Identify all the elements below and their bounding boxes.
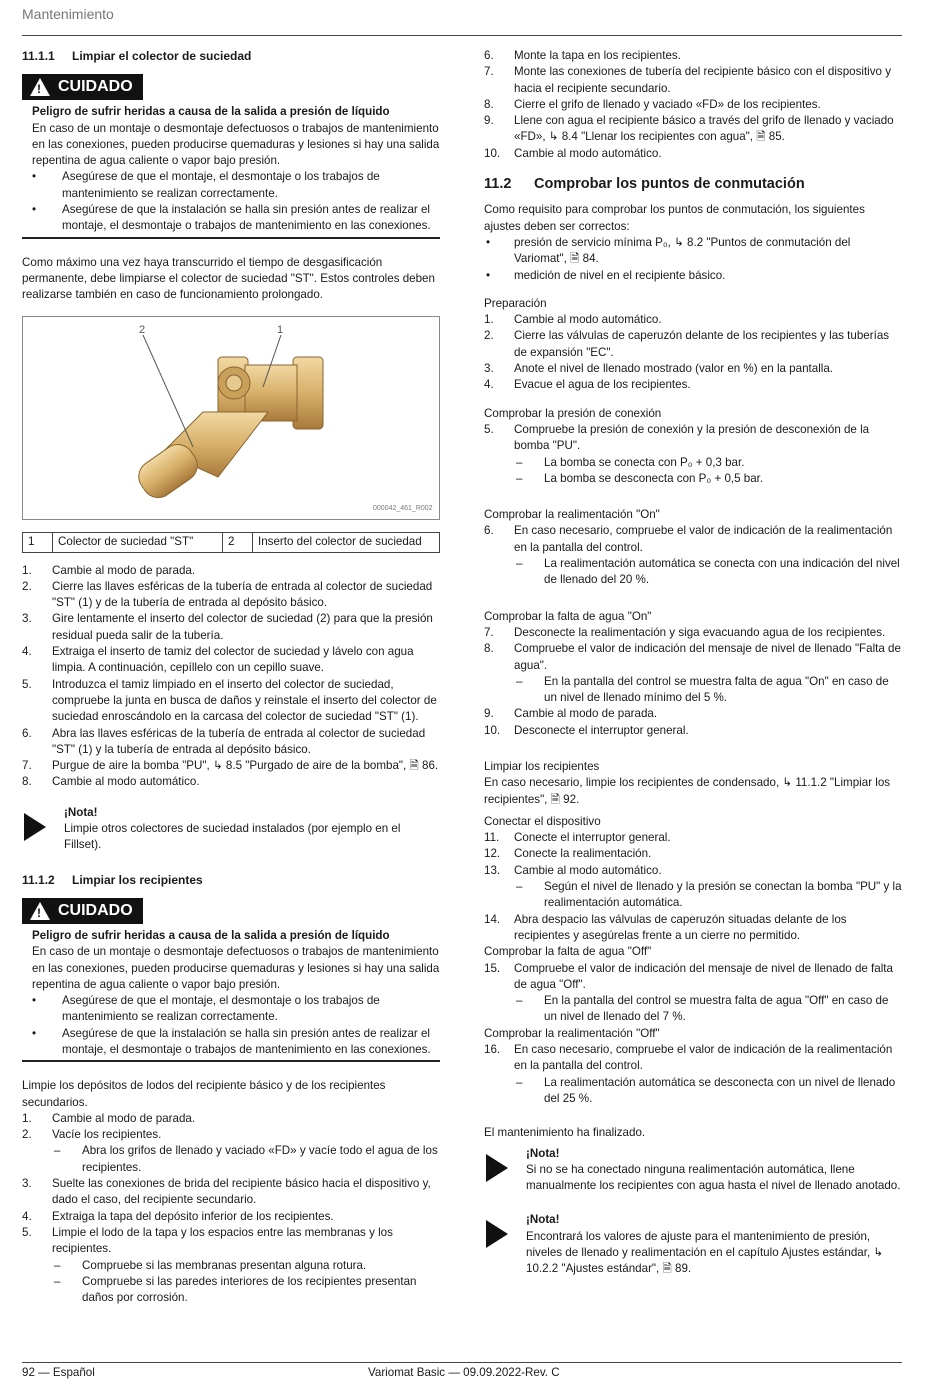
- figure-label-1: 1: [277, 323, 284, 336]
- list-item: 13. Cambie al modo automático.: [484, 863, 662, 877]
- right-column: [484, 48, 902, 1296]
- section-title: Limpiar los recipientes: [72, 872, 203, 887]
- subheading: Comprobar la realimentación "On": [484, 508, 660, 522]
- list-item: 7. Desconecte la realimentación y siga evacuando agua de los recipientes.: [484, 625, 886, 639]
- subheading: Comprobar la falta de agua "Off": [484, 945, 652, 959]
- legend-text: Colector de suciedad "ST": [53, 532, 223, 552]
- list-item: 5. Introduzca el tamiz limpiado en el inserto del colector de suciedad, compruebe la junta en busca de daños y reinstale el inserto del colector de suciedad enroscándolo en la carcasa del colector de suciedad "ST" (1).: [22, 677, 437, 724]
- dash-item: – La bomba se desconecta con P₀ + 0,5 bar.: [484, 471, 902, 487]
- note-title: ¡Nota!: [526, 1213, 560, 1227]
- footer-divider: [22, 1362, 902, 1363]
- section-number: 11.2: [484, 176, 512, 193]
- note-text: Si no se ha conectado ninguna realimentación automática, llene manualmente los recipientes con agua hasta el nivel de llenado anotado.: [526, 1162, 901, 1193]
- strainer-figure: [22, 316, 440, 520]
- list-item: 2. Cierre las válvulas de caperuzón delante de los recipientes y las tuberías de expansión "EC".: [484, 329, 890, 359]
- legend-text: Inserto del colector de suciedad: [253, 532, 440, 552]
- list-item: 4. Extraiga la tapa del depósito inferior de los recipientes.: [22, 1209, 334, 1223]
- list-item: 2. Vacíe los recipientes.: [22, 1128, 162, 1142]
- section-heading: [22, 872, 440, 888]
- list-item: 3. Suelte las conexiones de brida del recipiente básico hacia el dispositivo y, dado el caso, del recipiente secundario.: [22, 1177, 431, 1207]
- footer-doc-title: Variomat Basic — 09.09.2022-Rev. C: [368, 1366, 560, 1379]
- intro-paragraph: Como máximo una vez haya transcurrido el tiempo de desgasificación permanente, debe limpiarse el colector de suciedad "ST". Estos controles deben realizarse también en caso de funcionamiento prolongado.: [22, 255, 435, 302]
- note-title: ¡Nota!: [526, 1146, 560, 1160]
- note-title: ¡Nota!: [64, 805, 98, 819]
- page-number: 92 — Español: [22, 1366, 95, 1379]
- list-item: 6. Abra las llaves esféricas de la tubería de entrada al colector de suciedad "ST" (1) y la tubería de entrada al depósito básico.: [22, 726, 426, 756]
- page-header: Mantenimiento: [22, 6, 114, 22]
- left-column: [22, 48, 440, 1306]
- caution-bullet: • Asegúrese de que la instalación se halla sin presión antes de realizar el montaje, el desmontaje o trabajos de mantenimiento en las conexiones.: [22, 202, 440, 235]
- list-item: 8. Compruebe el valor de indicación del mensaje de nivel de llenado "Falta de agua".: [484, 642, 901, 672]
- figure-label-2: 2: [139, 323, 146, 336]
- dash-item: – En la pantalla del control se muestra falta de agua "Off" en caso de un nivel de llenado del 7 %.: [484, 993, 902, 1026]
- strainer-illustration: [23, 317, 439, 519]
- list-item: 4. Extraiga el inserto de tamiz del colector de suciedad y lávelo con agua limpia. A continuación, cepíllelo con un cepillo suave.: [22, 645, 414, 675]
- list-item: 16. En caso necesario, compruebe el valor de indicación de la realimentación en la pantalla del control.: [484, 1043, 893, 1073]
- caution-bullet: • Asegúrese de que el montaje, el desmontaje o los trabajos de mantenimiento se realizan correctamente.: [22, 993, 440, 1026]
- list-item: 7. Monte las conexiones de tubería del recipiente básico con el dispositivo y hacia el recipiente secundario.: [484, 65, 892, 95]
- note-play-icon: [486, 1220, 508, 1248]
- list-item: 14. Abra despacio las válvulas de caperuzón situadas delante de los recipientes y asegúrelas frente a un cierre no permitido.: [484, 912, 847, 942]
- note-text: Encontrará los valores de ajuste para el mantenimiento de presión, niveles de llenado y realimentación en el capítulo Ajustes estándar, ↳ 10.2.2 "Ajustes estándar", 🗎 89.: [526, 1229, 884, 1276]
- list-item: 8. Cambie al modo automático.: [22, 775, 200, 789]
- intro-paragraph: Como requisito para comprobar los puntos de conmutación, los siguientes ajustes deben ser correctos:: [484, 203, 865, 233]
- list-item: 15. Compruebe el valor de indicación del mensaje de nivel de llenado de falta de agua "Off".: [484, 961, 893, 991]
- note-box: [22, 805, 440, 854]
- list-item: 6. En caso necesario, compruebe el valor de indicación de la realimentación en la pantalla del control.: [484, 524, 893, 554]
- section-number: 11.1.2: [22, 872, 55, 887]
- bullet-item: • presión de servicio mínima P₀, ↳ 8.2 "Puntos de conmutación del Variomat", 🗎 84.: [484, 235, 902, 268]
- list-item: 2. Cierre las llaves esféricas de la tubería de entrada al colector de suciedad "ST" (1) y de la tubería de entrada al depósito básico.: [22, 579, 433, 610]
- caution-title: Peligro de sufrir heridas a causa de la salida a presión de líquido: [32, 105, 390, 119]
- intro-paragraph: Limpie los depósitos de lodos del recipiente básico y de los recipientes secundarios.: [22, 1079, 386, 1109]
- subheading: Comprobar la presión de conexión: [484, 406, 662, 420]
- dash-item: – Según el nivel de llenado y la presión se conectan la bomba "PU" y la realimentación automática.: [484, 879, 902, 912]
- note-text: Limpie otros colectores de suciedad instalados (por ejemplo en el Fillset).: [64, 822, 401, 852]
- section-title: Limpiar el colector de suciedad: [72, 49, 252, 63]
- section-heading: [22, 48, 440, 64]
- caution-label: CUIDADO: [58, 78, 133, 96]
- caution-badge: [22, 74, 143, 100]
- note-box: [484, 1146, 902, 1195]
- caution-bullet: • Asegúrese de que el montaje, el desmontaje o los trabajos de mantenimiento se realizan correctamente.: [22, 169, 440, 202]
- list-item: 1. Cambie al modo de parada.: [22, 563, 196, 577]
- dash-item: – Compruebe si las membranas presentan alguna rotura.: [22, 1258, 440, 1274]
- dash-item: – La bomba se conecta con P₀ + 0,3 bar.: [484, 455, 902, 471]
- list-item: 11. Conecte el interruptor general.: [484, 831, 671, 845]
- caution-box: [22, 74, 440, 238]
- caution-bullet: • Asegúrese de que la instalación se halla sin presión antes de realizar el montaje, el desmontaje o trabajos de mantenimiento en las conexiones.: [22, 1026, 440, 1059]
- legend-number: 1: [23, 532, 53, 552]
- subheading: Preparación: [484, 296, 547, 310]
- caution-label: CUIDADO: [58, 901, 133, 919]
- list-item: 3. Gire lentamente el inserto del colector de suciedad (2) para que la presión residual pueda salir de la tubería.: [22, 612, 433, 642]
- bullet-item: • medición de nivel en el recipiente básico.: [484, 268, 902, 284]
- legend-number: 2: [223, 532, 253, 552]
- list-item: 12. Conecte la realimentación.: [484, 847, 652, 861]
- list-item: 3. Anote el nivel de llenado mostrado (valor en %) en la pantalla.: [484, 362, 834, 376]
- list-item: 9. Cambie al modo de parada.: [484, 707, 658, 721]
- note-play-icon: [24, 813, 46, 841]
- section-heading: [484, 176, 902, 192]
- dash-item: – La realimentación automática se conecta con una indicación del nivel de llenado del 20 %.: [484, 556, 902, 589]
- paragraph: El mantenimiento ha finalizado.: [484, 1126, 646, 1140]
- subheading: Comprobar la realimentación "Off": [484, 1026, 660, 1040]
- list-item: 4. Evacue el agua de los recipientes.: [484, 378, 691, 392]
- list-item: 1. Cambie al modo automático.: [484, 313, 662, 327]
- caution-text: En caso de un montaje o desmontaje defectuosos o trabajos de mantenimiento en las conexiones, pueden producirse quemaduras y lesiones si hay una salida repentina de agua caliente o vapor bajo presión.: [32, 121, 440, 168]
- note-box: [484, 1212, 902, 1277]
- dash-item: – En la pantalla del control se muestra falta de agua "On" en caso de un nivel de llenado mínimo del 5 %.: [484, 674, 902, 707]
- list-item: 1. Cambie al modo de parada.: [22, 1111, 196, 1125]
- caution-badge: [22, 898, 143, 924]
- caution-box: [22, 898, 440, 1062]
- list-item: 5. Limpie el lodo de la tapa y los espacios entre las membranas y los recipientes.: [22, 1225, 393, 1256]
- note-play-icon: [486, 1154, 508, 1182]
- figure-code: 000042_461_R002: [373, 504, 433, 512]
- warning-icon: [30, 902, 50, 920]
- dash-item: – Compruebe si las paredes interiores de los recipientes presentan daños por corrosión.: [22, 1274, 440, 1307]
- list-item: 10. Cambie al modo automático.: [484, 146, 662, 160]
- list-item: 6. Monte la tapa en los recipientes.: [484, 49, 681, 62]
- caution-title: Peligro de sufrir heridas a causa de la salida a presión de líquido: [32, 928, 390, 942]
- step-list: [22, 563, 440, 791]
- list-item: 7. Purgue de aire la bomba "PU", ↳ 8.5 "Purgado de aire de la bomba", 🗎 86.: [22, 759, 439, 773]
- legend-table: [22, 532, 440, 553]
- dash-item: – Abra los grifos de llenado y vaciado «FD» y vacíe todo el agua de los recipientes.: [22, 1143, 440, 1176]
- section-title: Comprobar los puntos de conmutación: [534, 176, 805, 193]
- list-item: 10. Desconecte el interruptor general.: [484, 723, 689, 737]
- list-item: 8. Cierre el grifo de llenado y vaciado «FD» de los recipientes.: [484, 97, 821, 111]
- subheading: Limpiar los recipientes: [484, 759, 600, 773]
- warning-icon: [30, 78, 50, 96]
- dash-item: – La realimentación automática se desconecta con un nivel de llenado del 25 %.: [484, 1075, 902, 1108]
- list-item: 9. Llene con agua el recipiente básico a través del grifo de llenado y vaciado «FD», ↳ 8.4 "Llenar los recipientes con agua", 🗎 85.: [484, 114, 894, 144]
- section-number: 11.1.1: [22, 49, 55, 63]
- caution-text: En caso de un montaje o desmontaje defectuosos o trabajos de mantenimiento en las conexiones, pueden producirse quemaduras y lesiones si hay una salida repentina de agua caliente o vapor bajo presión.: [32, 945, 440, 991]
- subheading: Comprobar la falta de agua "On": [484, 609, 652, 623]
- list-item: 5. Compruebe la presión de conexión y la presión de desconexión de la bomba "PU".: [484, 422, 870, 453]
- paragraph: En caso necesario, limpie los recipientes de condensado, ↳ 11.1.2 "Limpiar los recipientes", 🗎 92.: [484, 776, 891, 806]
- subheading: Conectar el dispositivo: [484, 814, 601, 828]
- header-divider: [22, 35, 902, 36]
